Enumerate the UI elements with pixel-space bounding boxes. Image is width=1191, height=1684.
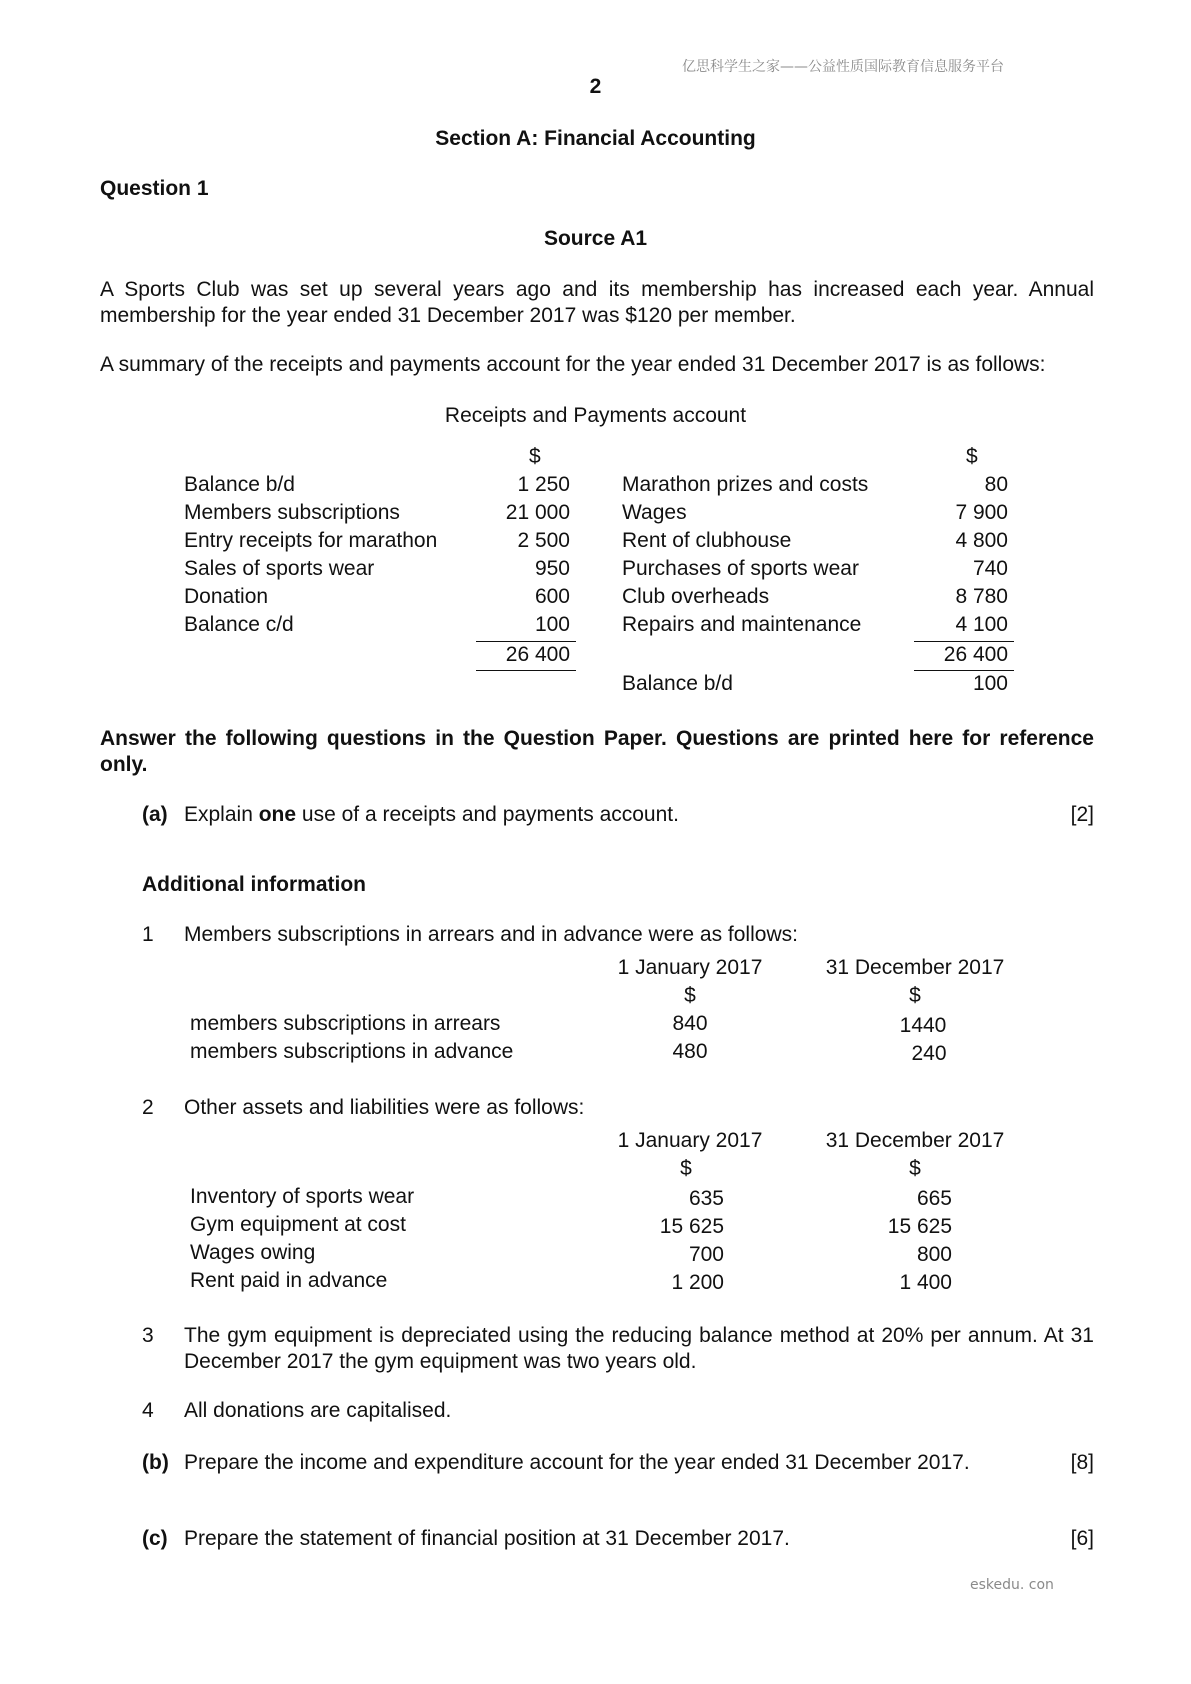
rp-receipt-label: Sales of sports wear: [184, 557, 375, 580]
item2-col1-currency: $: [680, 1157, 692, 1180]
rp-receipt-label: Donation: [184, 585, 269, 608]
item2-row-label: Gym equipment at cost: [190, 1213, 406, 1236]
item2-col1-header: 1 January 2017: [617, 1129, 763, 1152]
additional-info-heading: Additional information: [142, 873, 366, 896]
item2-row-value-1: 700: [688, 1243, 724, 1266]
item1-row-value-2: 1440: [899, 1014, 947, 1037]
item2-row-value-2: 800: [916, 1243, 952, 1266]
rp-payment-label: Wages: [622, 501, 687, 524]
rp-payment-value: 7 900: [955, 501, 1008, 524]
part-a-text-end: use of a receipts and payments account.: [296, 803, 679, 826]
part-a-text: Explain: [184, 803, 259, 826]
intro-paragraph-1: A Sports Club was set up several years ago and its membership has increased each year. Annual membership for the year ended 31 December 2017 was $120 per member.: [100, 278, 1094, 327]
rp-receipt-value: 1 250: [517, 473, 570, 496]
source-title: Source A1: [543, 227, 648, 250]
item1-col1-header: 1 January 2017: [617, 956, 763, 979]
rp-receipts-total-rule-bottom: [476, 670, 576, 671]
rp-payment-label: Repairs and maintenance: [622, 613, 862, 636]
item2-row-value-1: 635: [688, 1187, 724, 1210]
part-c-label: (c): [142, 1527, 168, 1550]
rp-payments-currency: $: [966, 445, 978, 468]
rp-payment-label: Club overheads: [622, 585, 770, 608]
rp-receipt-value: 600: [534, 585, 570, 608]
part-a-label: (a): [142, 803, 168, 826]
info-item-4-text: All donations are capitalised.: [184, 1399, 452, 1422]
instruction: Answer the following questions in the Question Paper. Questions are printed here for reference only.: [100, 727, 1094, 776]
item1-col1-currency: $: [684, 984, 696, 1007]
rp-payment-value: 8 780: [955, 585, 1008, 608]
rp-receipts-currency: $: [529, 445, 541, 468]
rp-payment-value: 4 800: [955, 529, 1008, 552]
rp-receipt-value: 2 500: [517, 529, 570, 552]
item1-col2-header: 31 December 2017: [825, 956, 1005, 979]
item2-row-value-1: 1 200: [671, 1271, 724, 1294]
rp-receipt-value: 100: [534, 613, 570, 636]
item2-row-label: Rent paid in advance: [190, 1269, 388, 1292]
rp-receipt-label: Members subscriptions: [184, 501, 400, 524]
intro-paragraph-2: A summary of the receipts and payments account for the year ended 31 December 2017 is as follows:: [100, 353, 1046, 376]
rp-receipt-label: Balance b/d: [184, 473, 295, 496]
item1-row-value-1: 840: [672, 1012, 708, 1035]
part-c-question: Prepare the statement of financial position at 31 December 2017.: [184, 1527, 790, 1550]
rp-receipt-label: Entry receipts for marathon: [184, 529, 438, 552]
item1-row-value-1: 480: [672, 1040, 708, 1063]
info-item-4-number: 4: [142, 1399, 154, 1422]
rp-payment-value: 4 100: [955, 613, 1008, 636]
part-a-emphasis: one: [258, 803, 297, 826]
item2-row-value-2: 665: [916, 1187, 952, 1210]
item1-row-label: members subscriptions in advance: [190, 1040, 514, 1063]
item1-col2-currency: $: [909, 984, 921, 1007]
item2-row-value-1: 15 625: [659, 1215, 724, 1238]
info-item-3-number: 3: [142, 1324, 154, 1347]
item1-row-label: members subscriptions in arrears: [190, 1012, 501, 1035]
rp-receipt-label: Balance c/d: [184, 613, 294, 636]
page-number: 2: [589, 75, 602, 98]
rp-receipt-value: 950: [534, 557, 570, 580]
part-a-marks: [2]: [1070, 803, 1094, 826]
item2-col2-header: 31 December 2017: [825, 1129, 1005, 1152]
watermark-bottom: eskedu. con: [970, 1577, 1054, 1593]
rp-receipt-value: 21 000: [505, 501, 570, 524]
info-item-1-text: Members subscriptions in arrears and in advance were as follows:: [184, 923, 798, 946]
rp-payment-label: Purchases of sports wear: [622, 557, 859, 580]
item2-row-label: Wages owing: [190, 1241, 316, 1264]
item2-row-value-2: 15 625: [887, 1215, 952, 1238]
rp-closing-label: Balance b/d: [622, 672, 733, 695]
section-title: Section A: Financial Accounting: [435, 127, 756, 150]
watermark-top: 亿思科学生之家——公益性质国际教育信息服务平台: [682, 59, 1004, 75]
rp-payments-total: 26 400: [943, 643, 1008, 666]
info-item-3-text: The gym equipment is depreciated using the reducing balance method at 20% per annum. At 31 December 2017 the gym equipment was two years old.: [184, 1324, 1094, 1373]
rp-receipts-total: 26 400: [505, 643, 570, 666]
info-item-1-number: 1: [142, 923, 154, 946]
rp-payment-label: Marathon prizes and costs: [622, 473, 869, 496]
rp-closing-value: 100: [972, 672, 1008, 695]
rp-payment-value: 80: [984, 473, 1008, 496]
item1-row-value-2: 240: [911, 1042, 947, 1065]
part-b-label: (b): [142, 1451, 169, 1474]
rp-account-title: Receipts and Payments account: [444, 404, 747, 427]
rp-payment-value: 740: [972, 557, 1008, 580]
part-a-question: [184, 802, 679, 828]
info-item-2-number: 2: [142, 1096, 154, 1119]
part-c-marks: [6]: [1070, 1527, 1094, 1550]
info-item-2-text: Other assets and liabilities were as follows:: [184, 1096, 585, 1119]
item2-row-label: Inventory of sports wear: [190, 1185, 415, 1208]
item2-col2-currency: $: [909, 1157, 921, 1180]
rp-payment-label: Rent of clubhouse: [622, 529, 792, 552]
item2-row-value-2: 1 400: [899, 1271, 952, 1294]
question-label: Question 1: [100, 177, 209, 200]
part-b-marks: [8]: [1070, 1451, 1094, 1474]
part-b-question: Prepare the income and expenditure account for the year ended 31 December 2017.: [184, 1451, 970, 1474]
